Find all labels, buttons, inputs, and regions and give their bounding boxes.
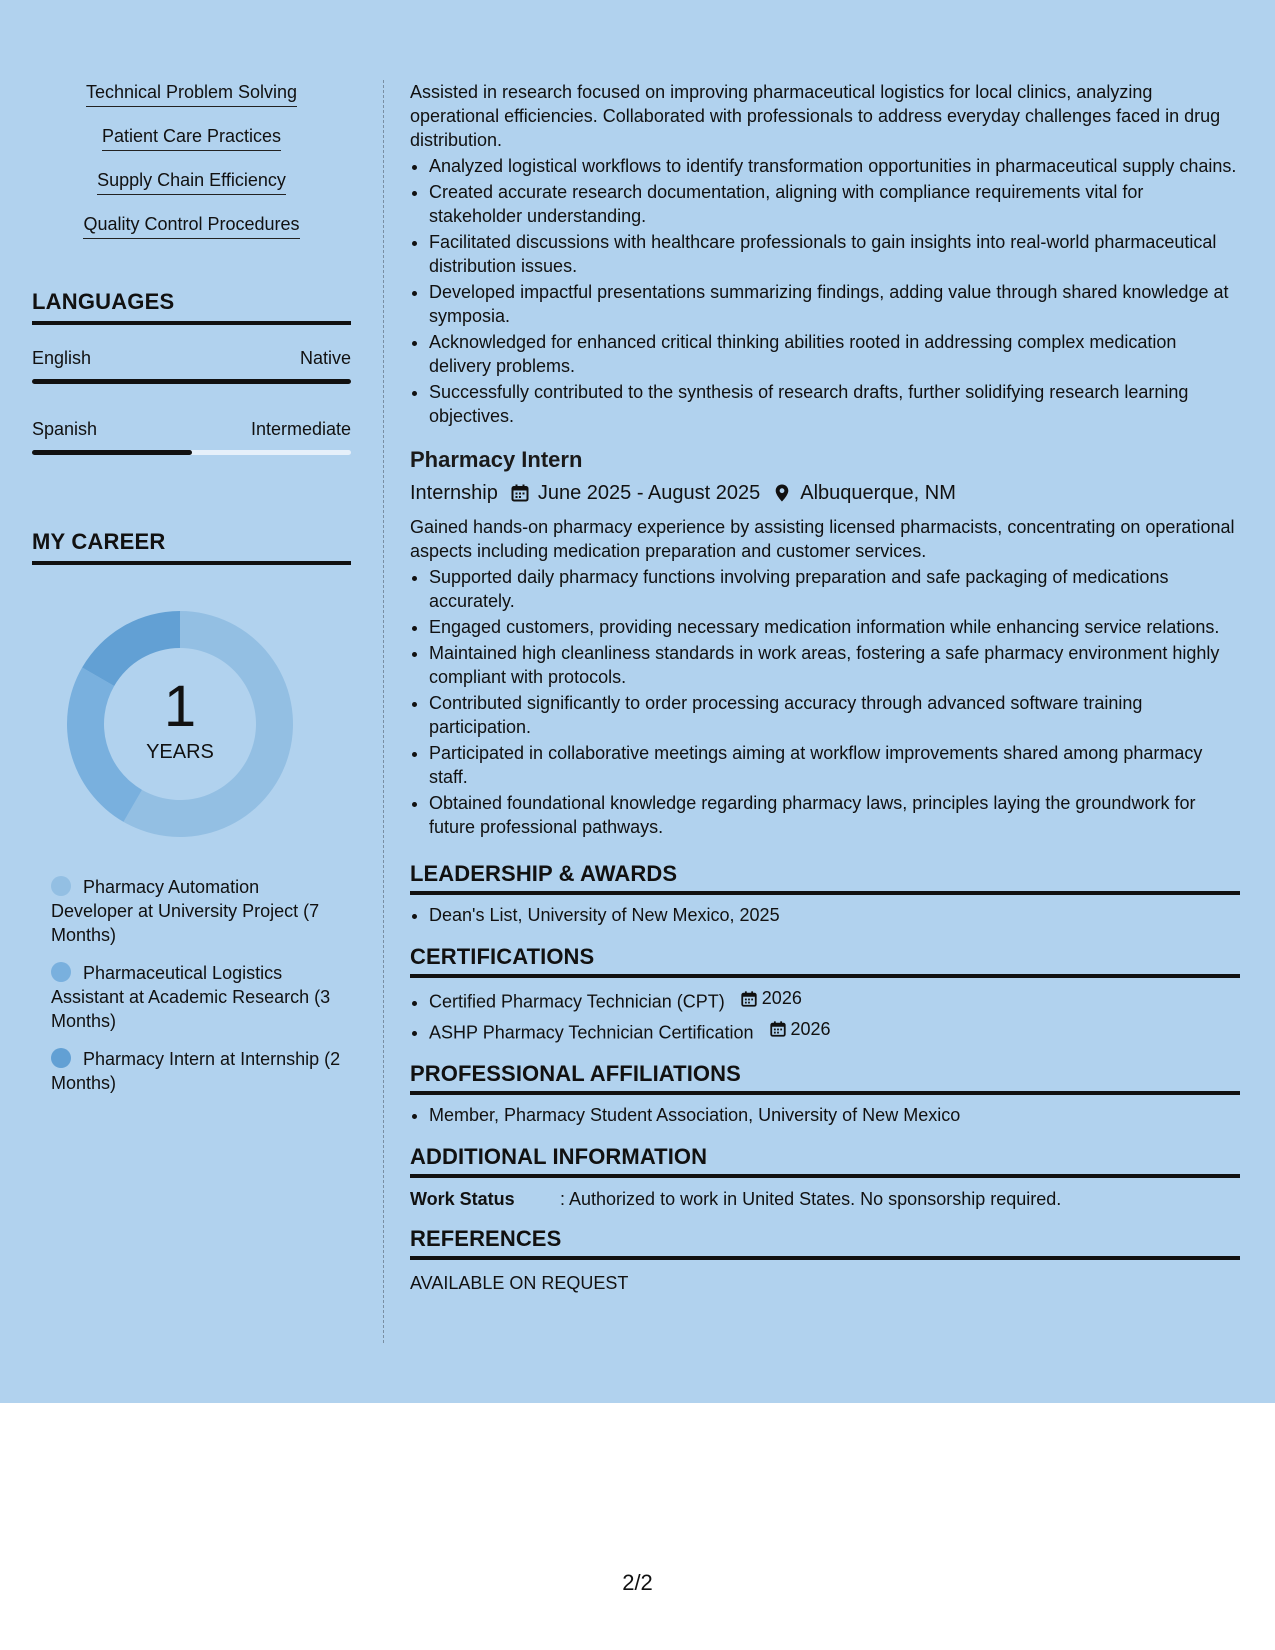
legend-dot	[51, 962, 71, 982]
experience-summary: Assisted in research focused on improving pharmaceutical logistics for local clinics, analyzing operational efficiencies. Collaborated with professionals to address everyday challenges faced in drug distribution.	[410, 82, 1221, 150]
language-bar-fill	[32, 450, 192, 455]
job-meta	[410, 479, 1240, 507]
certification-item	[429, 985, 1240, 1016]
skill-item: Patient Care Practices	[102, 124, 281, 151]
certification-date	[740, 985, 802, 1012]
work-status-row	[410, 1187, 1240, 1211]
skills-list	[32, 80, 351, 256]
certifications-list	[410, 985, 1240, 1046]
skill-item: Supply Chain Efficiency	[97, 168, 286, 195]
language-bar	[32, 379, 351, 384]
references-text: AVAILABLE ON REQUEST	[410, 1273, 629, 1293]
certifications-heading: CERTIFICATIONS	[410, 944, 1240, 978]
certification-date	[769, 1016, 831, 1043]
affiliation-item: • Member, Pharmacy Student Association, University of New Mexico	[429, 1102, 1240, 1129]
legend-label: Pharmacy Automation Developer at University Project (7 Months)	[51, 877, 320, 945]
references-heading: REFERENCES	[410, 1226, 1240, 1260]
job-dates: June 2025 - August 2025	[537, 482, 761, 504]
experience-bullet: • Facilitated discussions with healthcare professionals to gain insights into real-world pharmaceutical distribution issues.	[429, 230, 1240, 278]
map-pin-icon	[772, 483, 792, 503]
leadership-item: • Dean's List, University of New Mexico, 2025	[429, 902, 1240, 929]
skill-item: Quality Control Procedures	[83, 212, 299, 239]
job-bullet: • Maintained high cleanliness standards in work areas, fostering a safe pharmacy environment highly compliant with protocols.	[429, 641, 1240, 689]
experience-bullet: • Developed impactful presentations summarizing findings, adding value through shared knowledge at symposia.	[429, 280, 1240, 328]
language-name: Spanish	[32, 419, 98, 439]
language-english	[32, 347, 351, 384]
job-location: Albuquerque, NM	[800, 482, 956, 504]
job-bullet: • Supported daily pharmacy functions involving preparation and safe packaging of medications accurately.	[429, 565, 1240, 613]
certification-name: Certified Pharmacy Technician (CPT)	[429, 991, 725, 1012]
language-bar-fill	[32, 379, 351, 384]
experience-bullets	[410, 154, 1240, 428]
legend-dot	[51, 876, 71, 896]
job-bullet: • Participated in collaborative meetings aiming at workflow improvements shared among pharmacy staff.	[429, 741, 1240, 789]
job-bullet: • Engaged customers, providing necessary medication information while enhancing service relations.	[429, 615, 1240, 639]
language-name: English	[32, 348, 92, 368]
left-column	[32, 80, 351, 1109]
career-heading: MY CAREER	[32, 529, 351, 565]
legend-label: Pharmaceutical Logistics Assistant at Academic Research (3 Months)	[51, 963, 331, 1031]
certification-item	[429, 1016, 1240, 1047]
experience-bullet: • Successfully contributed to the synthesis of research drafts, further solidifying research learning objectives.	[429, 380, 1240, 428]
certification-year: 2026	[761, 988, 802, 1008]
career-legend	[51, 875, 341, 1095]
career-total	[65, 609, 295, 839]
experience-bullet: • Created accurate research documentation, aligning with compliance requirements vital for stakeholder understanding.	[429, 180, 1240, 228]
right-column	[410, 80, 1240, 1294]
experience-bullet: • Acknowledged for enhanced critical thinking abilities rooted in addressing complex medication delivery problems.	[429, 330, 1240, 378]
column-divider	[383, 80, 384, 1343]
career-total-unit: YEARS	[146, 741, 214, 763]
additional-info-heading: ADDITIONAL INFORMATION	[410, 1144, 1240, 1178]
calendar-icon	[769, 1020, 787, 1038]
leadership-heading: LEADERSHIP & AWARDS	[410, 861, 1240, 895]
skill-item: Technical Problem Solving	[86, 80, 297, 107]
page-number: 2/2	[622, 1570, 653, 1595]
certification-year: 2026	[790, 1018, 831, 1039]
job-type: Internship	[410, 482, 498, 504]
affiliations-heading: PROFESSIONAL AFFILIATIONS	[410, 1061, 1240, 1095]
language-level: Native	[299, 348, 351, 368]
legend-dot	[51, 1048, 71, 1068]
career-donut-chart	[65, 609, 295, 839]
job-bullet: • Contributed significantly to order processing accuracy through advanced software training participation.	[429, 691, 1240, 739]
career-total-number: 1	[163, 674, 197, 739]
career-legend-item	[51, 875, 341, 947]
legend-label: Pharmacy Intern at Internship (2 Months)	[51, 1049, 341, 1093]
work-status-value: : Authorized to work in United States. No sponsorship required.	[560, 1189, 1062, 1209]
job-summary: Gained hands-on pharmacy experience by assisting licensed pharmacists, concentrating on operational aspects including medication preparation and customer services.	[410, 517, 1235, 561]
leadership-list	[410, 902, 1240, 929]
languages-heading: LANGUAGES	[32, 289, 351, 325]
work-status-label: Work Status	[410, 1189, 515, 1209]
language-level: Intermediate	[250, 419, 351, 439]
certification-name: ASHP Pharmacy Technician Certification	[429, 1022, 754, 1042]
experience-bullet: • Analyzed logistical workflows to identify transformation opportunities in pharmaceutical supply chains.	[429, 154, 1240, 178]
calendar-icon	[740, 990, 758, 1008]
language-spanish	[32, 418, 351, 455]
job-bullets	[410, 565, 1240, 839]
career-legend-item	[51, 961, 341, 1033]
language-bar	[32, 450, 351, 455]
job-title: Pharmacy Intern	[410, 447, 583, 472]
career-legend-item	[51, 1047, 341, 1095]
job-bullet: • Obtained foundational knowledge regarding pharmacy laws, principles laying the groundwork for future professional pathways.	[429, 791, 1240, 839]
calendar-icon	[510, 483, 530, 503]
affiliations-list	[410, 1102, 1240, 1129]
